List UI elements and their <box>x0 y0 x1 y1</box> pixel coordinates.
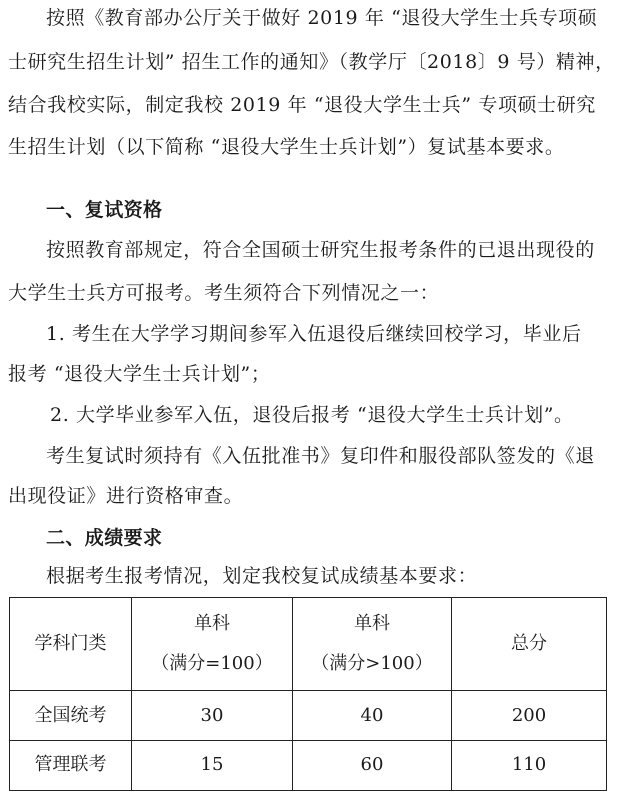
section-heading-scores: 二、成绩要求 <box>46 527 163 549</box>
table-header-row <box>10 598 607 691</box>
row-total: 110 <box>452 740 607 790</box>
qualification-line-1: 按照教育部规定，符合全国硕士研究生报考条件的已退出现役的 <box>46 239 595 261</box>
row-single-100: 15 <box>132 740 293 790</box>
row-total: 200 <box>452 691 607 740</box>
row-category: 管理联考 <box>10 740 132 790</box>
intro-line-3: 结合我校实际，制定我校 2019 年 “退役大学生士兵” 专项硕士研究 <box>8 94 596 116</box>
header-single-over-100 <box>293 598 452 691</box>
qualification-item-1-cont: 报考 “退役大学生士兵计划”； <box>8 363 271 385</box>
qualification-line-4: 出现役证》进行资格审查。 <box>8 485 244 507</box>
header-total: 总分 <box>452 598 607 691</box>
row-category: 全国统考 <box>10 691 132 740</box>
intro-line-4: 生招生计划（以下简称 “退役大学生士兵计划”）复试基本要求。 <box>8 136 565 158</box>
header-single-100-note: （满分=100） <box>151 653 273 675</box>
qualification-line-3: 考生复试时须持有《入伍批准书》复印件和服役部队签发的《退 <box>46 445 595 467</box>
qualification-item-1: 1. 考生在大学学习期间参军入伍退役后继续回校学习，毕业后 <box>46 323 582 345</box>
table-row <box>10 691 607 740</box>
header-single-over-100-note: （满分>100） <box>311 653 433 675</box>
qualification-item-2: 2. 大学毕业参军入伍，退役后报考 “退役大学生士兵计划”。 <box>50 404 574 426</box>
scores-intro-line: 根据考生报考情况，划定我校复试成绩基本要求： <box>46 565 478 587</box>
header-single-100 <box>132 598 293 691</box>
score-requirements-table <box>9 597 607 791</box>
qualification-line-2: 大学生士兵方可报考。考生须符合下列情况之一： <box>8 282 440 304</box>
row-single-over-100: 40 <box>293 691 452 740</box>
intro-line-2: 士研究生招生计划” 招生工作的通知》（教学厅〔2018〕9 号）精神， <box>8 51 615 73</box>
row-single-over-100: 60 <box>293 740 452 790</box>
header-category: 学科门类 <box>10 598 132 691</box>
header-single-over-100-label: 单科 <box>354 613 390 635</box>
intro-line-1: 按照《教育部办公厅关于做好 2019 年 “退役大学生士兵专项硕 <box>46 7 598 29</box>
section-heading-qualification: 一、复试资格 <box>46 199 163 221</box>
header-single-100-label: 单科 <box>194 613 230 635</box>
row-single-100: 30 <box>132 691 293 740</box>
table-row <box>10 740 607 790</box>
